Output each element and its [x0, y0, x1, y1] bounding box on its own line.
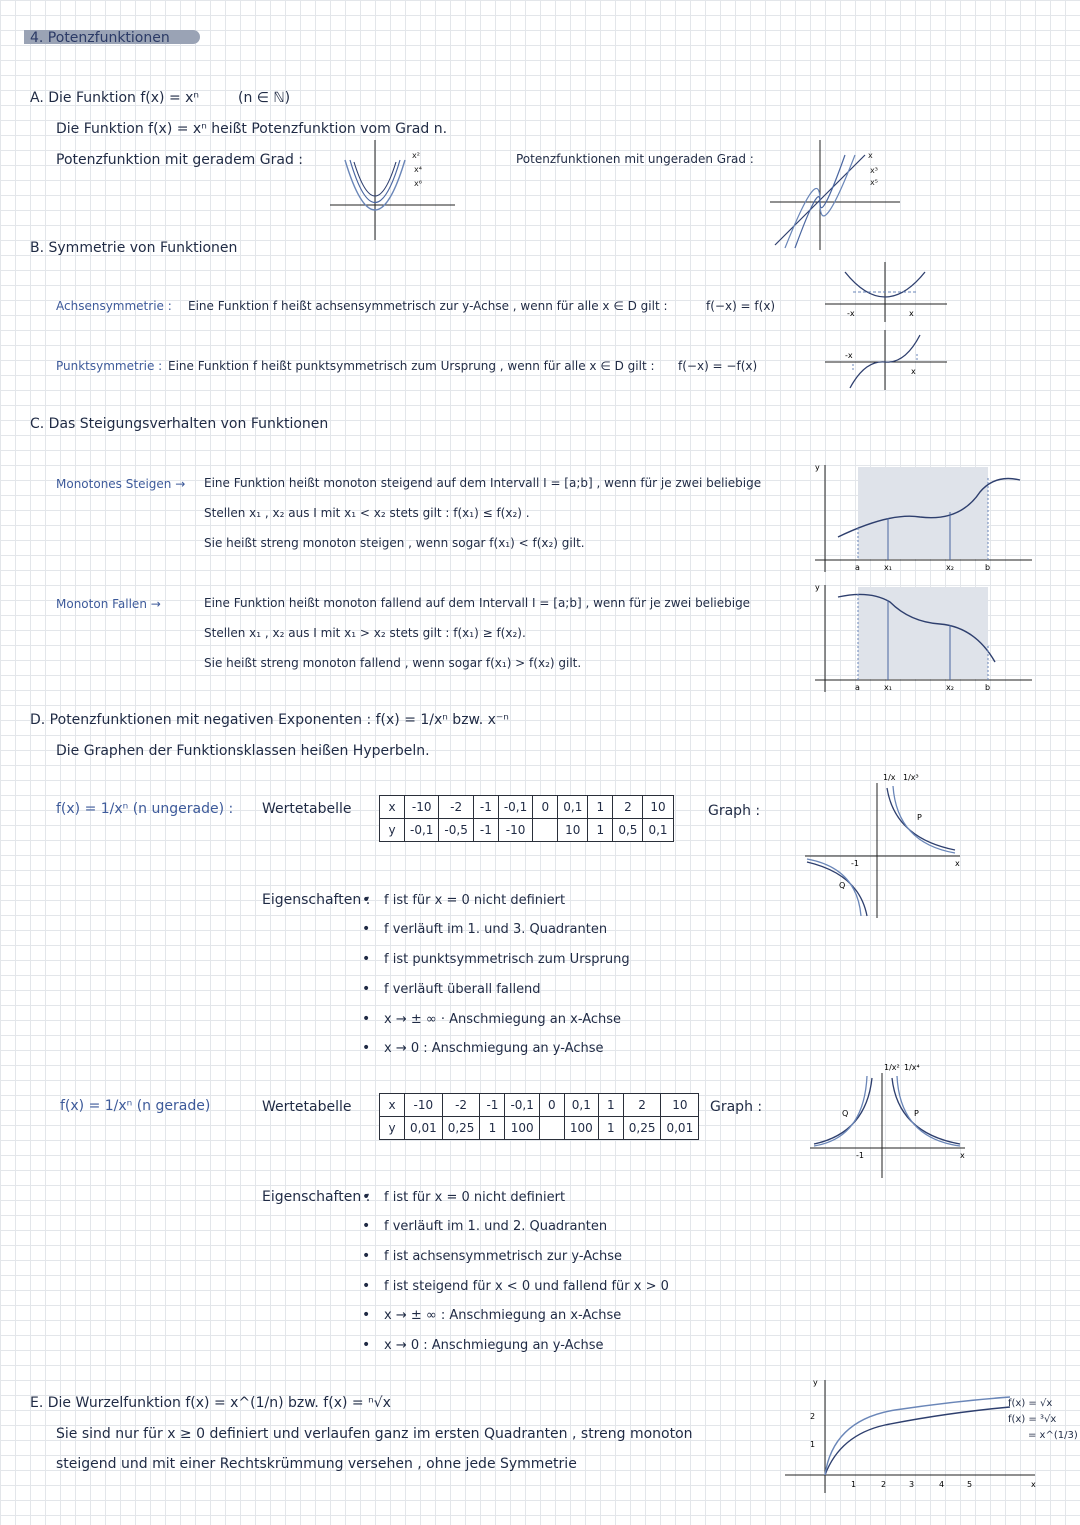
cell: 0,25 [442, 1117, 480, 1140]
even-table-label: Wertetabelle [262, 1099, 352, 1115]
section-b-heading: B. Symmetrie von Funktionen [30, 240, 238, 256]
curve-label-x4: x⁴ [414, 165, 422, 174]
cell [539, 1117, 564, 1140]
decreasing-line-3: Sie heißt streng monoton fallend , wenn sogar f(x₁) > f(x₂) gilt. [204, 656, 582, 670]
increasing-graph [810, 462, 1035, 572]
cell: y [380, 819, 405, 842]
root-legend-2: f(x) = ³√x [1008, 1414, 1057, 1425]
cell: 10 [661, 1094, 699, 1117]
increasing-line-1: Eine Funktion heißt monoton steigend auf dem Intervall I = [a;b] , wenn für je zwei beliebige [204, 476, 762, 490]
root-label-one: 1 [810, 1440, 816, 1449]
odd-label-inv-x: 1/x [883, 773, 896, 782]
cell: 0,01 [661, 1117, 699, 1140]
root-function-graph [785, 1375, 1040, 1495]
root-tick-1: 1 [851, 1480, 857, 1489]
cell: -0,1 [498, 796, 532, 819]
axis-symmetry-graph [825, 262, 950, 322]
inc-label-y: y [815, 463, 820, 472]
even-x-row [380, 1094, 699, 1117]
even-prop-2: • f verläuft im 1. und 2. Quadranten [384, 1219, 607, 1234]
point-symmetry-term: Punktsymmetrie : [56, 359, 163, 373]
even-y-row [380, 1117, 699, 1140]
curve-label-x3: x³ [870, 166, 878, 175]
label-x-2: x [911, 367, 916, 376]
decreasing-line-1: Eine Funktion heißt monoton fallend auf dem Intervall I = [a;b] , wenn für je zwei beliebige [204, 596, 751, 610]
cell: 0 [539, 1094, 564, 1117]
cell: 100 [505, 1117, 539, 1140]
cell: 10 [643, 796, 673, 819]
root-legend-1: f(x) = √x [1008, 1398, 1053, 1409]
even-value-table [379, 1093, 699, 1140]
inc-label-x2: x₂ [946, 563, 954, 572]
cell: 0,1 [564, 1094, 598, 1117]
even-graph-label: Graph : [710, 1099, 763, 1115]
even-power-graph [330, 140, 460, 240]
even-hyperbola-graph [810, 1058, 970, 1178]
cell: -1 [473, 819, 498, 842]
cell: y [380, 1117, 405, 1140]
section-e-line-2: steigend und mit einer Rechtskrümmung versehen , ohne jede Symmetrie [56, 1456, 577, 1472]
root-tick-5: 5 [967, 1480, 973, 1489]
even-prop-3: • f ist achsensymmetrisch zur y-Achse [384, 1249, 622, 1264]
even-prop-4: • f ist steigend für x < 0 und fallend für x > 0 [384, 1279, 669, 1294]
dec-label-y: y [815, 583, 820, 592]
root-tick-2: 2 [881, 1480, 887, 1489]
odd-props-label: Eigenschaften : [262, 892, 371, 908]
point-symmetry-graph [825, 330, 950, 390]
increasing-line-3: Sie heißt streng monoton steigen , wenn sogar f(x₁) < f(x₂) gilt. [204, 536, 585, 550]
cell: -10 [498, 819, 532, 842]
even-label-neg-one: -1 [856, 1151, 864, 1160]
dec-label-a: a [855, 683, 860, 692]
root-tick-3: 3 [909, 1480, 915, 1489]
curve-label-x2: x² [412, 151, 420, 160]
odd-y-row [380, 819, 674, 842]
even-case-label: f(x) = 1/xⁿ (n gerade) [60, 1098, 211, 1114]
even-label-inv-x2: 1/x² [884, 1063, 900, 1072]
odd-prop-5: • x → ± ∞ · Anschmiegung an x-Achse [384, 1012, 621, 1027]
cell: -0,1 [405, 819, 439, 842]
page-title: 4. Potenzfunktionen [30, 30, 170, 46]
even-label-x: x [960, 1151, 965, 1160]
decreasing-line-2: Stellen x₁ , x₂ aus I mit x₁ > x₂ stets gilt : f(x₁) ≥ f(x₂). [204, 626, 526, 640]
axis-symmetry-formula: f(−x) = f(x) [706, 299, 776, 313]
odd-prop-4: • f verläuft überall fallend [384, 982, 541, 997]
dec-label-b: b [985, 683, 991, 692]
dec-label-x1: x₁ [884, 683, 892, 692]
odd-label-neg-one: -1 [851, 859, 859, 868]
cell: 1 [598, 1094, 623, 1117]
section-a-definition: Die Funktion f(x) = xⁿ heißt Potenzfunktion vom Grad n. [56, 121, 448, 137]
section-d-heading: D. Potenzfunktionen mit negativen Exponenten : f(x) = 1/xⁿ bzw. x⁻ⁿ [30, 712, 509, 728]
cell: -1 [480, 1094, 505, 1117]
cell: 100 [564, 1117, 598, 1140]
point-symmetry-formula: f(−x) = −f(x) [678, 359, 758, 373]
increasing-term: Monotones Steigen → [56, 477, 186, 491]
odd-graph-label: Graph : [708, 803, 761, 819]
curve-label-x: x [868, 151, 873, 160]
even-prop-1: • f ist für x = 0 nicht definiert [384, 1190, 565, 1205]
even-degree-label: Potenzfunktion mit geradem Grad : [56, 152, 304, 168]
increasing-line-2: Stellen x₁ , x₂ aus I mit x₁ < x₂ stets gilt : f(x₁) ≤ f(x₂) . [204, 506, 530, 520]
cell: -0,1 [505, 1094, 539, 1117]
root-tick-4: 4 [939, 1480, 945, 1489]
cell: 0 [533, 796, 558, 819]
cell: x [380, 1094, 405, 1117]
even-props-label: Eigenschaften : [262, 1189, 371, 1205]
even-prop-6: • x → 0 : Anschmiegung an y-Achse [384, 1338, 603, 1353]
point-symmetry-text: Eine Funktion f heißt punktsymmetrisch zum Ursprung , wenn für alle x ∈ D gilt : [168, 359, 655, 373]
label-neg-x-2: -x [845, 351, 853, 360]
root-legend-3: = x^(1/3) [1028, 1430, 1078, 1441]
cell: 2 [623, 1094, 661, 1117]
odd-label-Q: Q [839, 881, 846, 890]
cell: 1 [588, 796, 613, 819]
even-label-inv-x4: 1/x⁴ [904, 1063, 920, 1072]
decreasing-term: Monoton Fallen → [56, 597, 161, 611]
cell: 0,1 [558, 796, 588, 819]
cell: 0,01 [405, 1117, 443, 1140]
even-prop-5: • x → ± ∞ : Anschmiegung an x-Achse [384, 1308, 621, 1323]
cell: 2 [613, 796, 643, 819]
curve-label-x5: x⁵ [870, 178, 878, 187]
cell: 0,5 [613, 819, 643, 842]
even-label-P: P [914, 1109, 919, 1118]
odd-table-label: Wertetabelle [262, 801, 352, 817]
cell: -2 [439, 796, 473, 819]
cell: -2 [442, 1094, 480, 1117]
section-a-domain: (n ∈ ℕ) [238, 90, 291, 106]
inc-label-a: a [855, 563, 860, 572]
label-x: x [909, 309, 914, 318]
cell: -10 [405, 796, 439, 819]
odd-case-label: f(x) = 1/xⁿ (n ungerade) : [56, 801, 234, 817]
label-neg-x: -x [847, 309, 855, 318]
axis-symmetry-text: Eine Funktion f heißt achsensymmetrisch zur y-Achse , wenn für alle x ∈ D gilt : [188, 299, 668, 313]
odd-prop-3: • f ist punktsymmetrisch zum Ursprung [384, 952, 630, 967]
odd-label-x: x [955, 859, 960, 868]
inc-label-b: b [985, 563, 991, 572]
root-label-y: y [813, 1378, 818, 1387]
odd-value-table [379, 795, 674, 842]
cell: 1 [588, 819, 613, 842]
cell: x [380, 796, 405, 819]
even-label-Q: Q [842, 1109, 849, 1118]
dec-label-x2: x₂ [946, 683, 954, 692]
cell: 1 [480, 1117, 505, 1140]
root-label-x: x [1031, 1480, 1036, 1489]
section-c-heading: C. Das Steigungsverhalten von Funktionen [30, 416, 329, 432]
cell: 0,25 [623, 1117, 661, 1140]
odd-prop-2: • f verläuft im 1. und 3. Quadranten [384, 922, 607, 937]
section-d-intro: Die Graphen der Funktionsklassen heißen Hyperbeln. [56, 743, 430, 759]
curve-label-x6: x⁶ [414, 179, 422, 188]
inc-label-x1: x₁ [884, 563, 892, 572]
odd-label-P: P [917, 813, 922, 822]
cell: -0,5 [439, 819, 473, 842]
odd-prop-6: • x → 0 : Anschmiegung an y-Achse [384, 1041, 603, 1056]
cell: 1 [598, 1117, 623, 1140]
cell: -1 [473, 796, 498, 819]
odd-prop-1: • f ist für x = 0 nicht definiert [384, 893, 565, 908]
odd-degree-label: Potenzfunktionen mit ungeraden Grad : [516, 152, 754, 166]
odd-hyperbola-graph [805, 768, 965, 918]
cell: 0,1 [643, 819, 673, 842]
section-e-line-1: Sie sind nur für x ≥ 0 definiert und verlaufen ganz im ersten Quadranten , streng monoton [56, 1426, 693, 1442]
root-label-two: 2 [810, 1412, 816, 1421]
odd-x-row [380, 796, 674, 819]
decreasing-graph [810, 582, 1035, 692]
cell [533, 819, 558, 842]
odd-label-inv-x3: 1/x³ [903, 773, 919, 782]
cell: -10 [405, 1094, 443, 1117]
odd-power-graph [770, 140, 910, 250]
section-a-heading: A. Die Funktion f(x) = xⁿ [30, 90, 200, 106]
section-e-heading: E. Die Wurzelfunktion f(x) = x^(1/n) bzw. f(x) = ⁿ√x [30, 1395, 391, 1411]
axis-symmetry-term: Achsensymmetrie : [56, 299, 172, 313]
cell: 10 [558, 819, 588, 842]
